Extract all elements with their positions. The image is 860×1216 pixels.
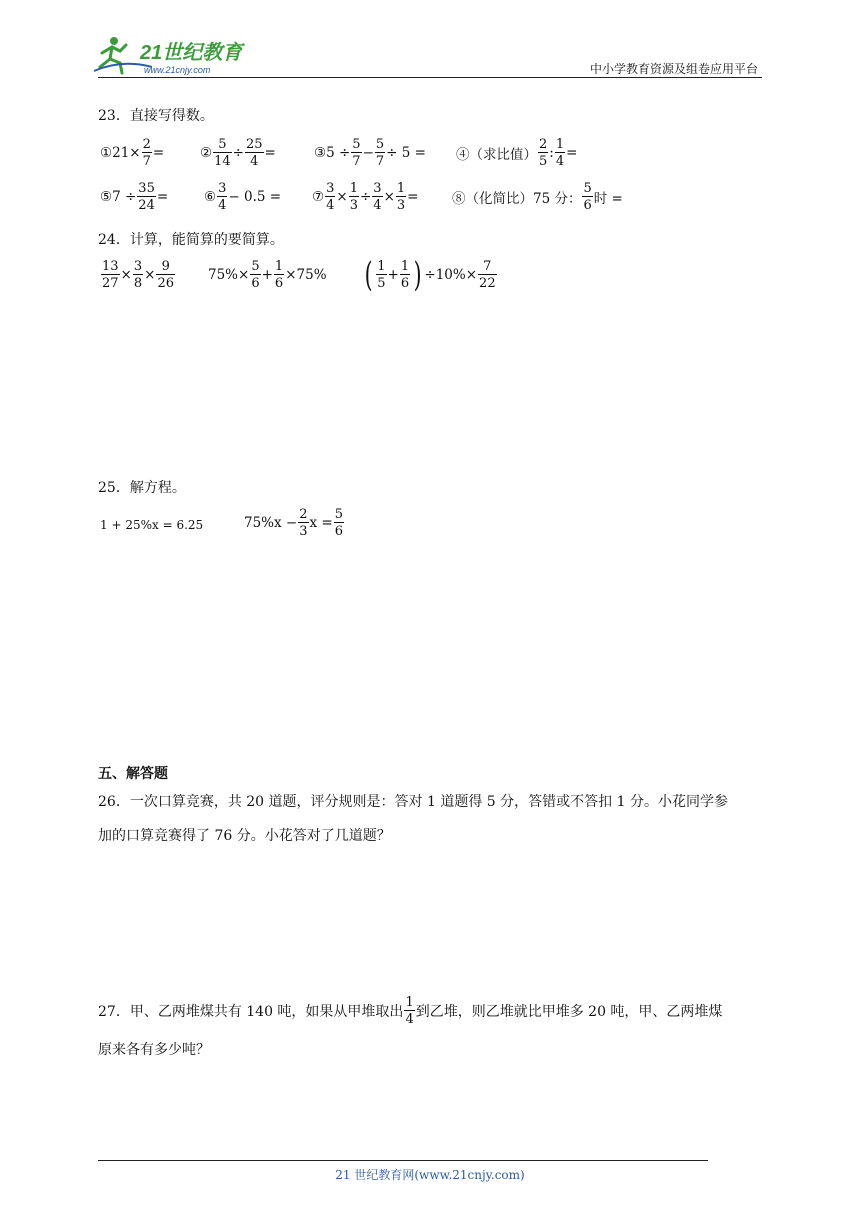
q24-title: 24．计算，能简算的要简算。 bbox=[98, 232, 284, 248]
q24-expr-3: ( $\frac{1}{5}$ + $\frac{1}{6}$ ) ÷10%× $\frac{7}{22}$ bbox=[364, 255, 496, 295]
site-logo bbox=[92, 33, 262, 77]
q25-equation-2: 75%x − $\frac{2}{3}$ x = $\frac{5}{6}$ bbox=[244, 507, 344, 539]
q24-expr-1: $\frac{13}{27}$ × $\frac{3}{8}$ × $\frac{9}{26}$ bbox=[102, 259, 174, 291]
q26-line-1: 26．一次口算竞赛，共 20 道题，评分规则是：答对 1 道题得 5 分，答错或不答扣 1 分。小花同学参 bbox=[98, 794, 728, 810]
logo-text: 21世纪教育 bbox=[140, 42, 243, 64]
footer-link[interactable]: 21 世纪教育网(www.21cnjy.com) bbox=[335, 1168, 525, 1182]
q25-equation-1: 1 + 25%x = 6.25 bbox=[100, 518, 204, 532]
header-platform-text: 中小学教育资源及组卷应用平台 bbox=[589, 62, 758, 76]
q23-item-8: ⑧（化简比）75 分： $\frac{5}{6}$ 时 = bbox=[452, 181, 623, 213]
q24-expr-2: 75%× $\frac{5}{6}$ + $\frac{1}{6}$ ×75% bbox=[208, 259, 327, 291]
q23-item-7: ⑦ $\frac{3}{4}$ × $\frac{1}{3}$ ÷ $\frac{3}{4}$ × $\frac{1}{3}$ = bbox=[312, 181, 419, 213]
q23-item-6: ⑥ $\frac{3}{4}$ − 0.5 = bbox=[204, 181, 282, 213]
q27-line-1: 27．甲、乙两堆煤共有 140 吨，如果从甲堆取出 $\frac{1}{4}$ 到乙堆，则乙堆就比甲堆多 20 吨，甲、乙两堆煤 bbox=[98, 995, 723, 1027]
q27-line-2: 原来各有多少吨？ bbox=[98, 1042, 210, 1058]
q23-item-1: ①21× $\frac{2}{7}$ = bbox=[100, 137, 165, 169]
q23-item-5: ⑤7 ÷ $\frac{35}{24}$ = bbox=[100, 181, 169, 213]
q23-item-4: ④（求比值） $\frac{2}{5}$ : $\frac{1}{4}$ = bbox=[456, 137, 578, 169]
q25-title: 25．解方程。 bbox=[98, 480, 186, 496]
q23-item-3: ③5 ÷ $\frac{5}{7}$ − $\frac{5}{7}$ ÷ 5 = bbox=[314, 137, 426, 169]
footer-divider bbox=[98, 1160, 708, 1161]
header-divider bbox=[98, 77, 762, 78]
q23-title: 23．直接写得数。 bbox=[98, 108, 214, 124]
q26-line-2: 加的口算竞赛得了 76 分。小花答对了几道题？ bbox=[98, 828, 391, 844]
section-5-heading: 五、解答题 bbox=[98, 766, 168, 782]
q23-item-2: ② $\frac{5}{14}$ ÷ $\frac{25}{4}$ = bbox=[200, 137, 276, 169]
logo-url: www.21cnjy.com bbox=[144, 65, 211, 75]
